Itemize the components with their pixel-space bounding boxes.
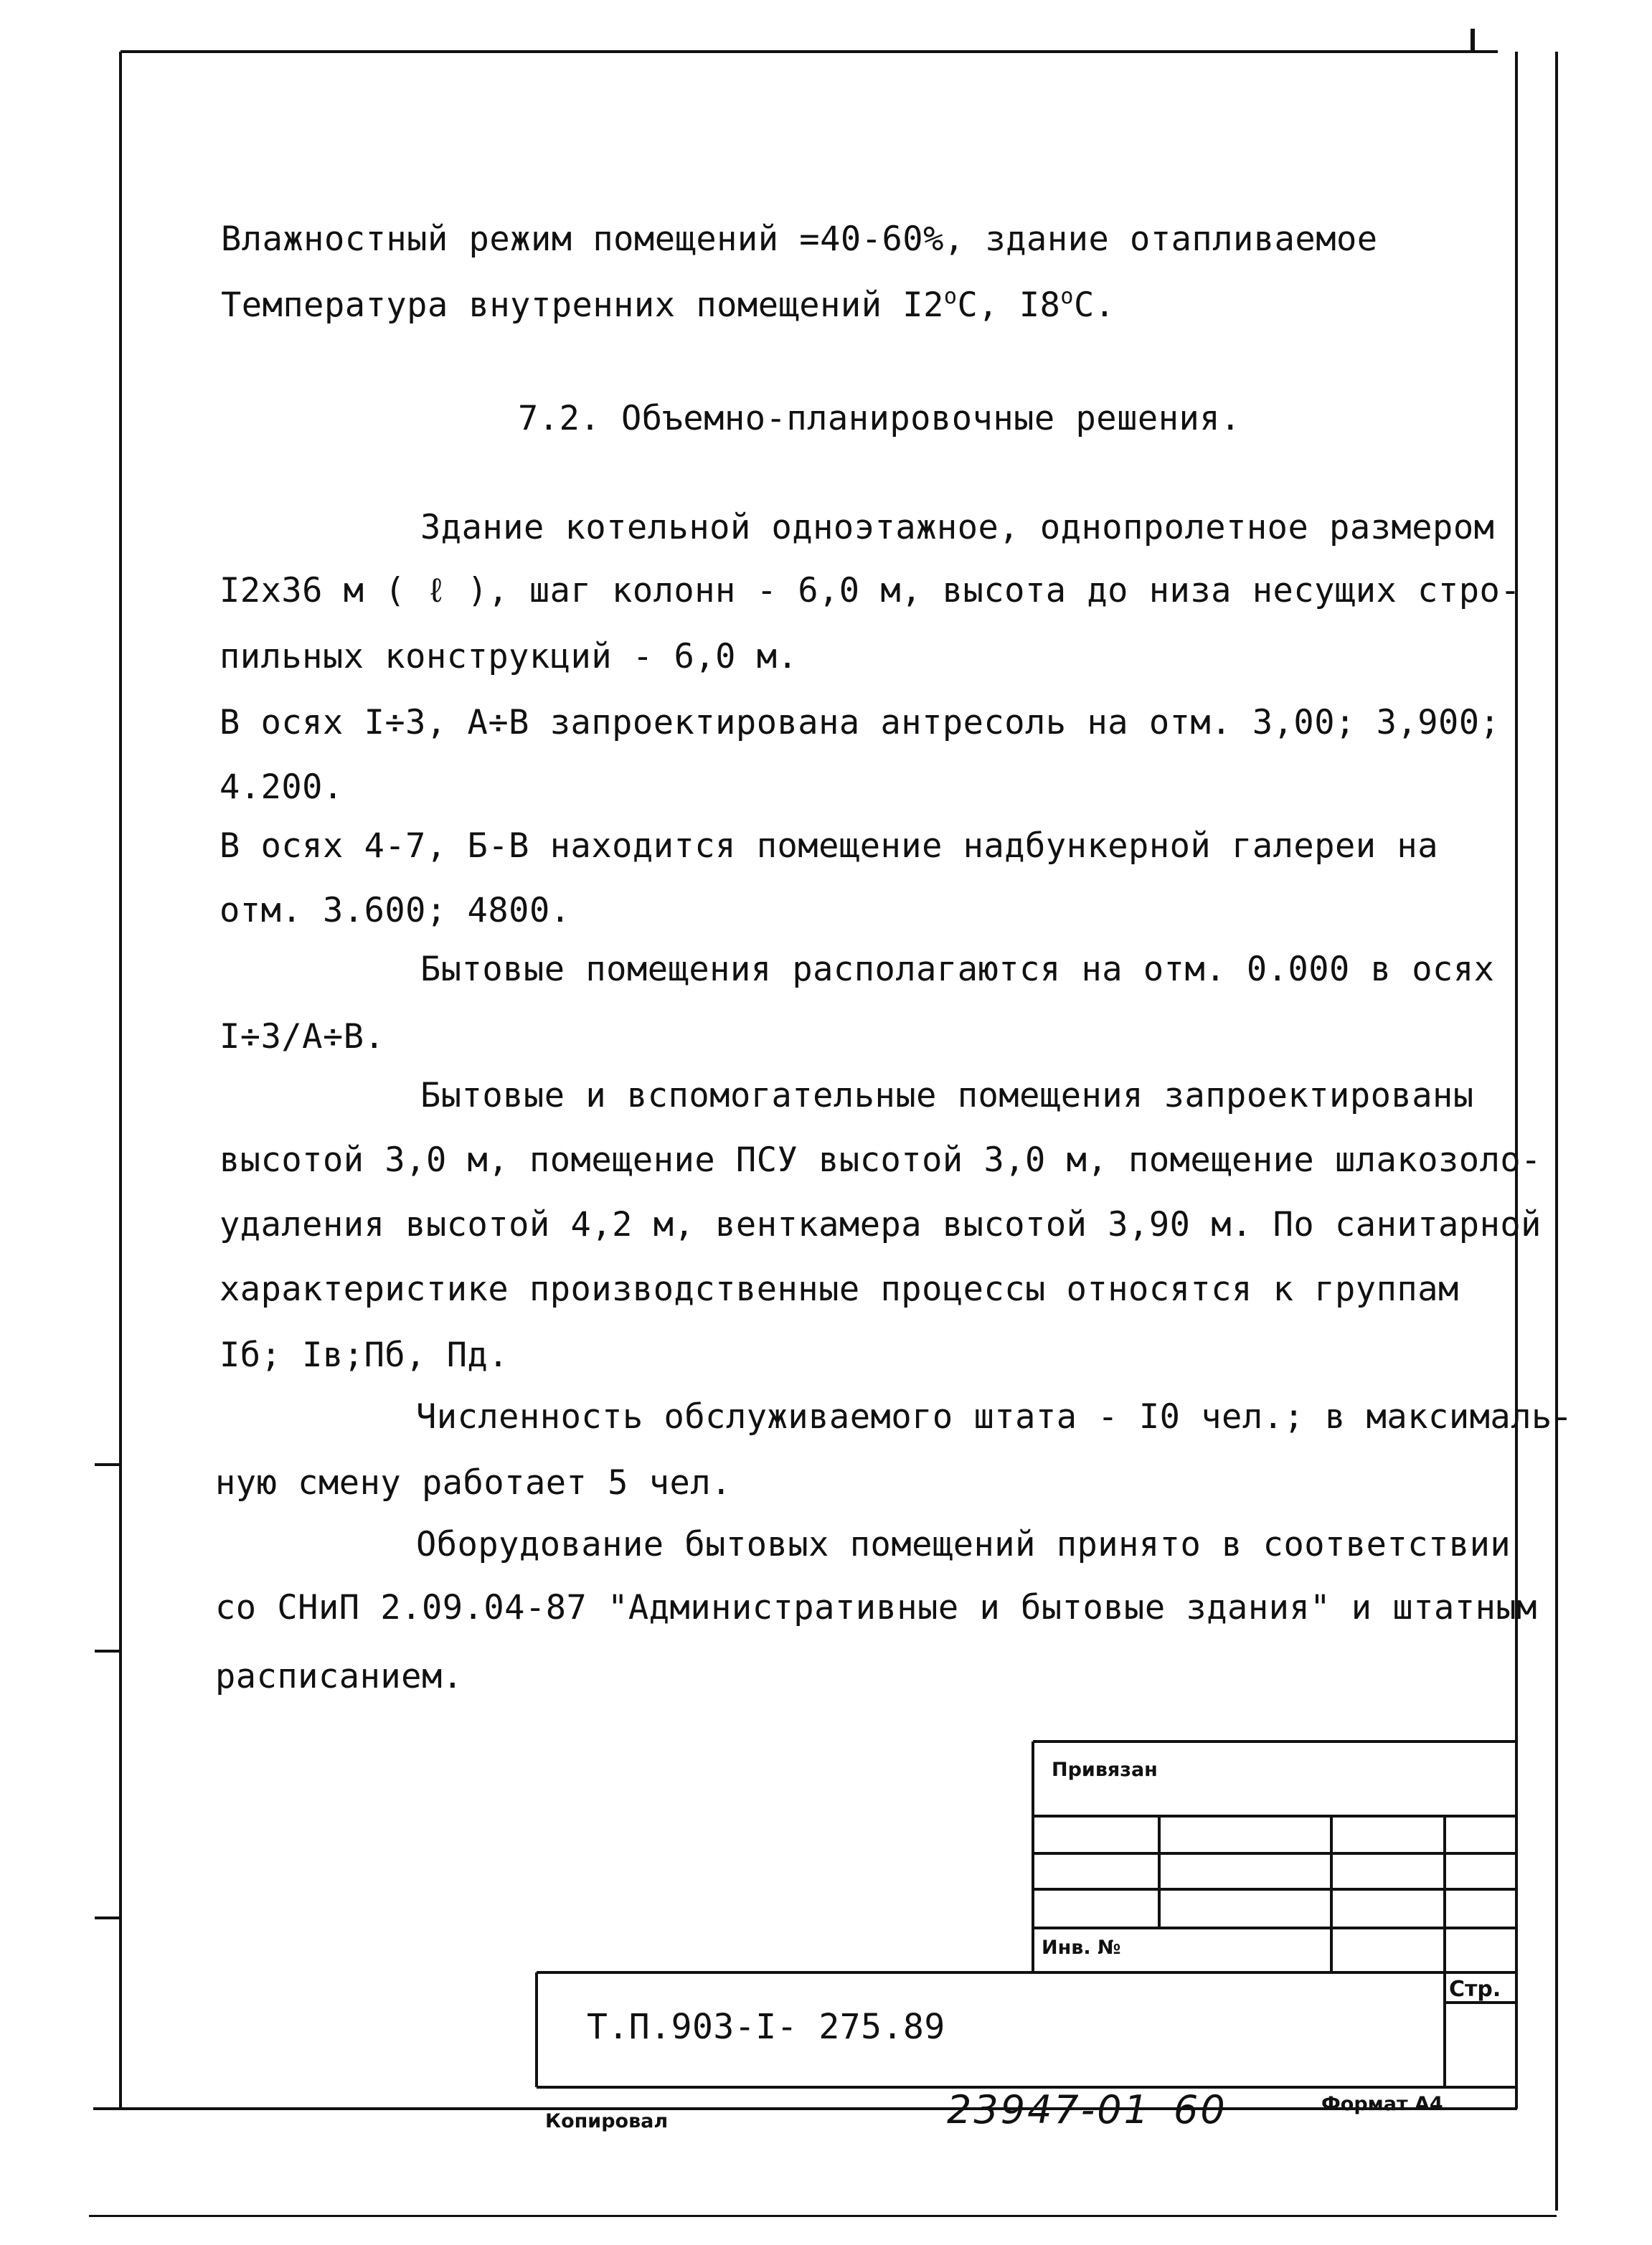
text-line-2: Температура внутренних помещений I2$^o$C, I8$^o$C. (221, 284, 1115, 325)
inv-number-label: Инв. № (1042, 1937, 1121, 1959)
page-label: Стр. (1449, 1977, 1501, 2002)
text-line-8: 4.200. (220, 767, 344, 807)
copied-label: Копировал (545, 2110, 669, 2132)
text-line-7: В осях I÷3, А÷В запроектирована антресоль на отм. 3,00; 3,900; (220, 703, 1501, 742)
text-line-6: пильных конструкций - 6,0 м. (220, 637, 798, 676)
text-line-19: ную смену работает 5 чел. (215, 1463, 732, 1503)
section-heading: 7.2. Объемно-планировочные решения. (518, 399, 1241, 438)
page-number: 60 (1174, 2087, 1227, 2132)
text-line-15: удаления высотой 4,2 м, венткамера высотой 3,90 м. По санитарной (220, 1205, 1542, 1244)
text-line-17: Iб; Iв;Пб, Пд. (220, 1336, 509, 1375)
format-label: Формат А4 (1321, 2093, 1443, 2115)
text-line-20: Оборудование бытовых помещений принято в соответствии (416, 1525, 1511, 1564)
text-line-13: Бытовые и вспомогательные помещения запроектированы (420, 1076, 1474, 1115)
text-line-9: В осях 4-7, Б-В находится помещение надбункерной галереи на (220, 826, 1438, 866)
text-line-21: со СНиП 2.09.04-87 "Административные и бытовые здания" и штатным (215, 1588, 1537, 1627)
text-line-22: расписанием. (215, 1657, 463, 1696)
text-line-4: Здание котельной одноэтажное, однопролетное размером (420, 508, 1495, 547)
text-line-10: отм. 3.600; 4800. (220, 891, 571, 930)
text-line-14: высотой 3,0 м, помещение ПСУ высотой 3,0 м, помещение шлакозоло- (220, 1140, 1542, 1180)
text-line-18: Численность обслуживаемого штата - I0 чел.; в максималь- (416, 1397, 1573, 1437)
text-line-5: I2x36 м ( ℓ ), шаг колонн - 6,0 м, высота до низа несущих стро- (220, 571, 1521, 610)
text-line-1: Влажностный режим помещений =40-60%, здание отапливаемое (221, 219, 1378, 259)
text-line-16: характеристике производственные процессы относятся к группам (220, 1270, 1459, 1309)
text-line-11: Бытовые помещения располагаются на отм. 0.000 в осях (420, 950, 1495, 989)
text-line-12: I÷3/А÷В. (220, 1017, 385, 1057)
handwritten-number: 23947-01 (947, 2087, 1151, 2132)
document-code: Т.П.903-I- 275.89 (587, 2007, 945, 2047)
privyazan-label: Привязан (1052, 1759, 1158, 1781)
